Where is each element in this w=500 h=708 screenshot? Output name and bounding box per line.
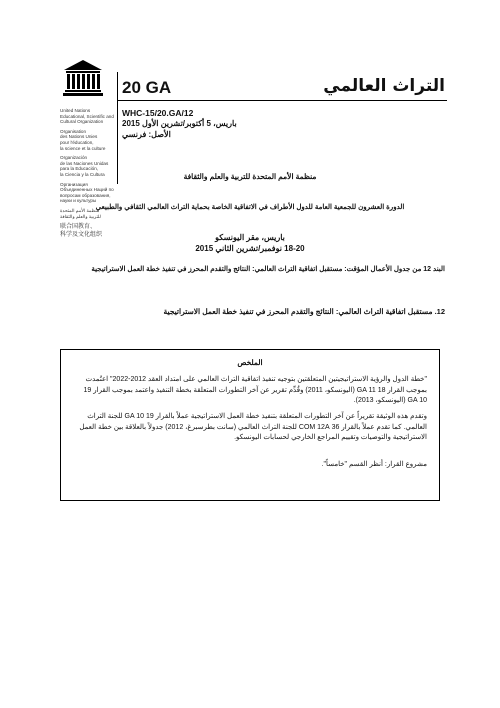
org-name-spanish: Organización de las Naciones Unidas para la Educación, la Ciencia y la Cultura bbox=[60, 155, 109, 177]
summary-paragraph: "خطة الدول والرؤية الاستراتيجيتين المتعلقتين بتوجيه تنفيذ اتفاقية التراث العالمي على امتداد العقد 2012-2022" اعتُمدت بموجب القرار 18 GA 11 (اليونسكو، 2011) وقُدِّم تقرير عن آخر التطورات المتعلقة بخطة التنفيذ واعتمد بموجب القرار 19 GA 10 (اليونسكو، 2013). bbox=[83, 376, 427, 404]
org-name-chinese: 联合国教育、 科学及文化组织 bbox=[60, 224, 103, 239]
unesco-logo bbox=[62, 58, 104, 104]
summary-paragraph: وتقدم هذه الوثيقة تقريراً عن آخر التطورات المتعلقة بتنفيذ خطة العمل الاستراتيجية عملاً بالقرار 19 GA 10 للجنة التراث العالمي. كما تقدم عملاً بالقرار 36 COM 12A للجنة التراث العالمي (سانت بطرسبرغ، 2012) جدولاً بالعلاقة بين خطة العمل الاستراتيجية والتوصيات وتقييم المراجع الخارجي لحسابات اليونسكو. bbox=[79, 413, 427, 441]
document-date: باريس، 5 أكتوبر/تشرين الأول 2015 bbox=[122, 119, 237, 128]
item-heading: 12. مستقبل اتفاقية التراث العالمي: النتائج والتقدم المحرز في تنفيذ خطة العمل الاستراتيجية bbox=[163, 307, 445, 316]
header-vertical-divider bbox=[117, 72, 118, 184]
document-code: WHC-15/20.GA/12 bbox=[122, 108, 194, 118]
session-heading: الدورة العشرون للجمعية العامة للدول الأطراف في الاتفاقية الخاصة بحماية التراث العالمي الثقافي والطبيعي bbox=[95, 204, 405, 211]
org-name-french: Organisation des Nations Unies pour l'éducation, la science et la culture bbox=[60, 128, 106, 151]
org-name-english: United Nations Educational, Scientific and Cultural Organization bbox=[60, 108, 114, 125]
draft-decision-note: مشروع القرار: أنظر القسم "خامساً". bbox=[321, 461, 427, 468]
organization-heading: منظمة الأمم المتحدة للتربية والعلم والثقافة bbox=[183, 172, 317, 181]
summary-box bbox=[60, 349, 440, 501]
meeting-dates: 18-20 نوفمبر/تشرين الثاني 2015 bbox=[195, 244, 305, 253]
org-name-arabic: منظمة الأمم المتحدة للتربية والعلم والثقافة bbox=[60, 207, 101, 219]
header-horizontal-divider bbox=[117, 100, 447, 101]
original-language: الأصل: فرنسي bbox=[122, 130, 171, 139]
agenda-item: البند 12 من جدول الأعمال المؤقت: مستقبل اتفاقية التراث العالمي: النتائج والتقدم المحرز في تنفيذ خطة العمل الاستراتيجية bbox=[91, 266, 445, 273]
summary-title: الملخص bbox=[237, 358, 263, 367]
page-title: التراث العالمي bbox=[323, 76, 445, 96]
meeting-place: باريس، مقر اليونسكو bbox=[215, 233, 285, 242]
session-code-badge: 20 GA bbox=[122, 78, 172, 97]
org-name-russian: Организация Объединенных Наций по вопросам образования, науки и культуры bbox=[60, 181, 114, 204]
